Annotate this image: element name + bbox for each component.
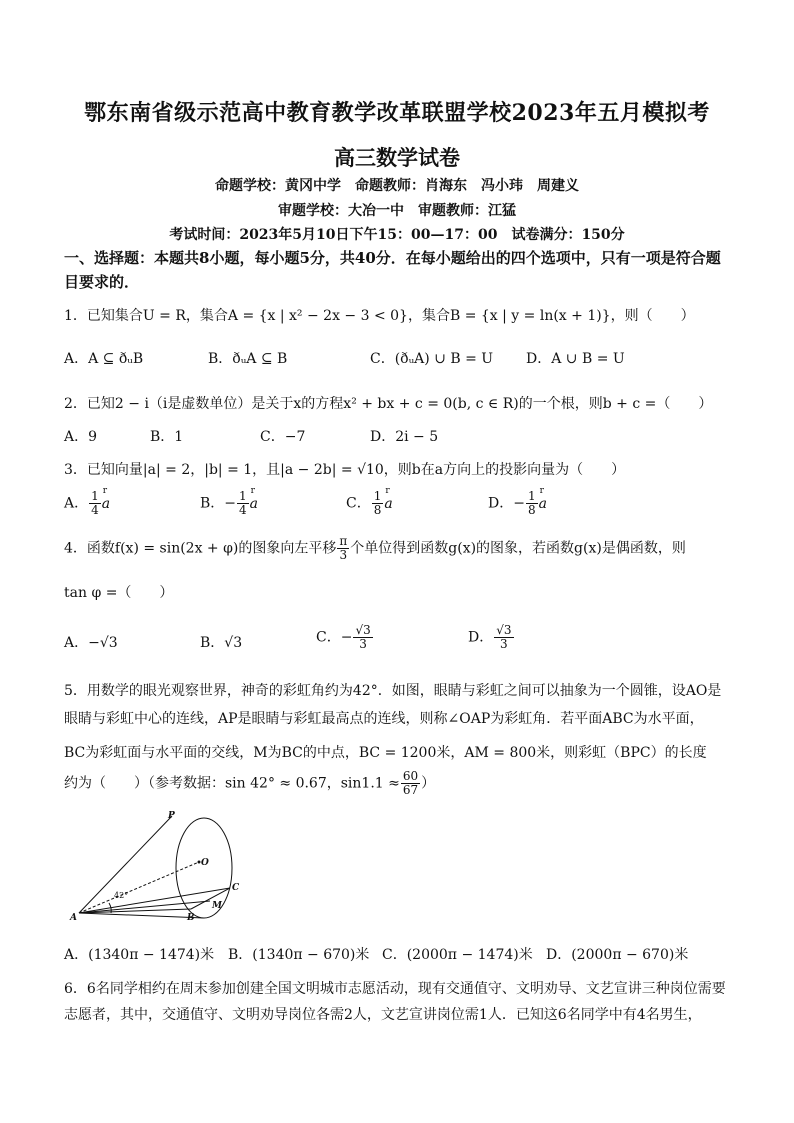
- exam-title: 鄂东南省级示范高中教育教学改革联盟学校2023年五月模拟考: [84, 100, 710, 126]
- proposer-info: 命题学校：黄冈中学 命题教师：肖海东 冯小玮 周建义: [215, 178, 579, 194]
- q2-option-b: B．1: [150, 429, 184, 445]
- question-1-options: [64, 348, 734, 368]
- q1-option-d: D．A ∪ B = U: [526, 351, 625, 367]
- q3-option-a: A． $\frac{1}{4}$ r a: [64, 490, 110, 517]
- q5-option-b: B．(1340π − 670)米: [228, 947, 370, 963]
- exam-time-info: 考试时间：2023年5月10日下午15：00—17：00 试卷满分：150分: [169, 227, 625, 243]
- question-6-line1: 6．6名同学相约在周末参加创建全国文明城市志愿活动，现有交通值守、文明劝导、文艺宣讲三种岗位需要: [64, 981, 726, 997]
- rainbow-cone-figure: [64, 810, 264, 925]
- q4-option-d: D． $\frac{√3}{3}$: [468, 623, 512, 651]
- question-4-stem-line2: tan φ =（ ）: [64, 585, 174, 601]
- cone-lower-edge: [79, 913, 204, 918]
- q2-option-c: C．−7: [260, 429, 306, 445]
- q1-option-c: C．(ðᵤA) ∪ B = U: [370, 351, 494, 367]
- q2-option-a: A．9: [64, 429, 98, 445]
- question-4-stem: 4．函数f(x) = sin(2x + φ)的图象向左平移 $\frac{\pi}{3}$ 个单位得到函数g(x)的图象，若函数g(x)是偶函数，则: [64, 534, 686, 562]
- question-6-line2: 志愿者，其中，交通值守、文明劝导岗位各需2人，文艺宣讲岗位需1人．已知这6名同学中有4名男生，: [64, 1007, 702, 1023]
- question-2-options: [64, 426, 734, 446]
- q1-option-a: A．A ⊆ ðᵤB: [64, 351, 144, 367]
- angle-label: 42°: [114, 891, 129, 900]
- q5-option-d: D．(2000π − 670)米: [546, 947, 689, 963]
- q4-option-c: C．− $\frac{√3}{3}$: [316, 623, 371, 651]
- label-o: O: [201, 858, 209, 868]
- q5-option-c: C．(2000π − 1474)米: [382, 947, 533, 963]
- question-5-line1: 5．用数学的眼光观察世界，神奇的彩虹角约为42°．如图，眼睛与彩虹之间可以抽象为一个圆锥，设AO是: [64, 683, 722, 699]
- q3-option-b: B．− $\frac{1}{4}$ r a: [200, 490, 258, 517]
- question-4-options: [64, 624, 734, 660]
- q2-option-d: D．2i − 5: [370, 429, 439, 445]
- label-a: A: [70, 913, 77, 923]
- label-b: B: [187, 913, 195, 923]
- question-5-options: [64, 944, 744, 964]
- label-c: C: [232, 883, 240, 893]
- line-ao: [79, 862, 199, 913]
- q4-option-b: B．√3: [200, 635, 243, 651]
- question-2-stem: 2．已知2 − i（i是虚数单位）是关于x的方程x² + bx + c = 0(b, c ∈ R)的一个根，则b + c =（ ）: [64, 396, 713, 412]
- question-1-stem: 1．已知集合U = R，集合A = {x | x² − 2x − 3 < 0}，集合B = {x | y = ln(x + 1)}，则（ ）: [64, 308, 695, 324]
- question-3-stem: 3．已知向量|a| = 2，|b| = 1，且|a − 2b| = √10，则b在a方向上的投影向量为（ ）: [64, 462, 626, 478]
- question-5-line4: 约为（ ）（参考数据：sin 42° ≈ 0.67，sin1.1 ≈ $\frac{60}{67}$ ）: [64, 769, 436, 797]
- question-5-line3: BC为彩虹面与水平面的交线，M为BC的中点，BC = 1200米，AM = 800米，则彩虹（BPC）的长度: [64, 745, 707, 761]
- question-5-line2: 眼睛与彩虹中心的连线，AP是眼睛与彩虹最高点的连线，则称∠OAP为彩虹角．若平面ABC为水平面，: [64, 711, 704, 727]
- reviewer-info: 审题学校：大冶一中 审题教师：江猛: [278, 203, 516, 219]
- q1-option-b: B．ðᵤA ⊆ B: [208, 351, 288, 367]
- question-3-options: [64, 490, 734, 524]
- q3-option-d: D．− $\frac{1}{8}$ r a: [488, 490, 547, 517]
- exam-subtitle: 高三数学试卷: [334, 145, 460, 170]
- q5-option-a: A．(1340π − 1474)米: [64, 947, 215, 963]
- label-p: P: [168, 811, 175, 821]
- q4-option-a: A．−√3: [64, 635, 118, 651]
- label-m: M: [212, 901, 222, 911]
- q3-option-c: C． $\frac{1}{8}$ r a: [346, 490, 393, 517]
- section-heading: 一、选择题：本题共8小题，每小题5分，共40分．在每小题给出的四个选项中，只有一项是符合题目要求的．: [64, 249, 721, 291]
